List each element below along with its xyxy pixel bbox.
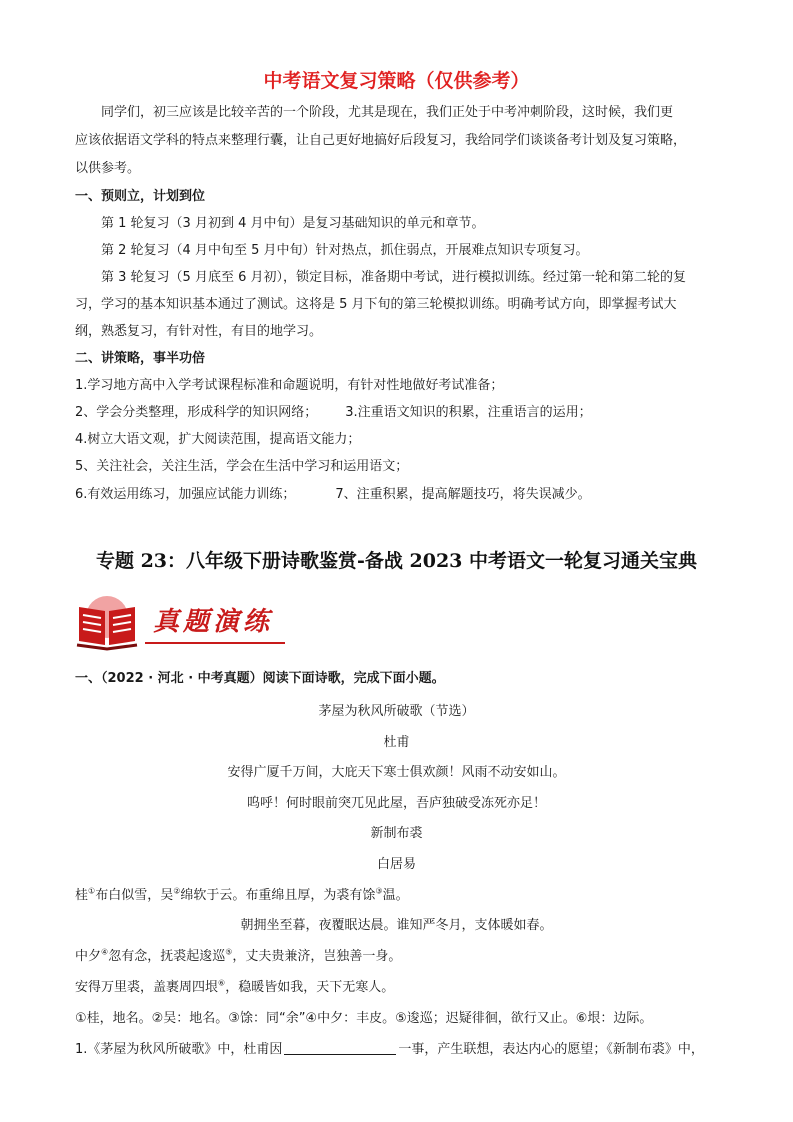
intro-line-2: 应该依据语文学科的特点来整理行囊，让自己更好地搞好后段复习，我给同学们谈谈备考计划及复习策略， bbox=[75, 133, 687, 148]
poem2-line-1-text: 绵软于云。布重绵且厚，为裘有馀 bbox=[180, 888, 376, 903]
poem2-line-4-text: 安得万里裘，盖裹周四垠 bbox=[75, 980, 219, 995]
question-1-text: 1.《茅屋为秋风所破歌》中，杜甫因 bbox=[75, 1042, 283, 1057]
poem2-line-3-text: 忽有念，抚裘起逡巡 bbox=[108, 949, 226, 964]
intro-line-1: 同学们，初三应该是比较辛苦的一个阶段，尤其是现在，我们正处于中考冲刺阶段，这时候，我们更 bbox=[101, 105, 674, 120]
round3-line-2: 习，学习的基本知识基本通过了测试。这将是 5 月下旬的第三轮模拟训练。明确考试方向，即掌握考试大 bbox=[75, 297, 677, 312]
footnote-marker: ④ bbox=[101, 947, 109, 957]
poem2-line-2: 朝拥坐至暮，夜覆眠达晨。谁知严冬月，支体暖如春。 bbox=[240, 918, 553, 933]
poem2-line-1-text: 布白似雪，吴 bbox=[95, 888, 174, 903]
strategy-item-3: 3.注重语文知识的积累，注重语言的运用； bbox=[345, 405, 592, 420]
poem2-line-3-text: ，丈夫贵兼济，岂独善一身。 bbox=[232, 949, 402, 964]
question-1-text: 一事，产生联想，表达内心的愿望；《新制布裘》中， bbox=[398, 1042, 704, 1057]
poem2-line-1 bbox=[75, 886, 409, 906]
section1-heading: 一、预则立，计划到位 bbox=[75, 189, 206, 204]
book-icon bbox=[75, 595, 139, 651]
round1-text: 第 1 轮复习（3 月初到 4 月中旬）是复习基础知识的单元和章节。 bbox=[101, 216, 485, 231]
poem1-author: 杜甫 bbox=[383, 735, 410, 750]
round3-line-3: 纲，熟悉复习，有针对性，有目的地学习。 bbox=[75, 324, 323, 339]
banner-label: 真题演练 bbox=[153, 607, 274, 637]
annotations: ①桂，地名。②吴：地名。③馀：同“余”④中夕：丰皮。⑤逡巡；迟疑徘徊，欲行又止。⑥垠：边际。 bbox=[75, 1011, 653, 1026]
strategy-item-1: 1.学习地方高中入学考试课程标准和命题说明，有针对性地做好考试准备； bbox=[75, 378, 504, 393]
answer-blank[interactable] bbox=[284, 1040, 396, 1055]
poem2-line-4 bbox=[75, 978, 394, 998]
strategy-item-7: 7、注重积累，提高解题技巧，将失误减少。 bbox=[335, 487, 591, 502]
round3-line-1: 第 3 轮复习（5 月底至 6 月初），锁定目标，准备期中考试，进行模拟训练。经过第一轮和第二轮的复 bbox=[101, 270, 686, 285]
exercise-banner bbox=[75, 595, 290, 651]
poem2-line-4-text: ，稳暖皆如我，天下无寒人。 bbox=[225, 980, 395, 995]
strategy-item-6: 6.有效运用练习，加强应试能力训练； bbox=[75, 487, 296, 502]
footnote-marker: ③ bbox=[375, 886, 383, 896]
strategy-item-4: 4.树立大语文观，扩大阅读范围，提高语文能力； bbox=[75, 432, 361, 447]
question-1 bbox=[75, 1040, 704, 1060]
round2-text: 第 2 轮复习（4 月中旬至 5 月中旬）针对热点，抓住弱点，开展难点知识专项复习。 bbox=[101, 243, 589, 258]
footnote-marker: ② bbox=[173, 886, 181, 896]
strategy-item-5: 5、关注社会，关注生活，学会在生活中学习和运用语文； bbox=[75, 459, 409, 474]
footnote-marker: ⑤ bbox=[225, 947, 233, 957]
intro-line-3: 以供参考。 bbox=[75, 161, 141, 176]
poem2-line-3-text: 中夕 bbox=[75, 949, 102, 964]
section2-heading: 二、讲策略，事半功倍 bbox=[75, 351, 206, 366]
topic-title: 专题 23：八年级下册诗歌鉴赏-备战 2023 中考语文一轮复习通关宝典 bbox=[95, 550, 698, 572]
poem2-line-1-text: 温。 bbox=[382, 888, 409, 903]
banner-underline bbox=[145, 642, 285, 644]
footnote-marker: ⑥ bbox=[218, 978, 226, 988]
poem2-line-3 bbox=[75, 947, 401, 967]
poem2-title: 新制布裘 bbox=[370, 826, 423, 841]
strategy-row-6 bbox=[75, 485, 591, 505]
poem1-title: 茅屋为秋风所破歌（节选） bbox=[318, 704, 475, 719]
poem2-line-1-text: 桂 bbox=[75, 888, 89, 903]
strategy-item-2: 2、学会分类整理，形成科学的知识网络； bbox=[75, 405, 318, 420]
strategy-row-2 bbox=[75, 403, 592, 423]
poem1-line-2: 呜呼！何时眼前突兀见此屋，吾庐独破受冻死亦足！ bbox=[246, 796, 546, 811]
poem1-line-1: 安得广厦千万间，大庇天下寒士俱欢颜！风雨不动安如山。 bbox=[227, 765, 566, 780]
question-intro: 一、（2022 · 河北 · 中考真题）阅读下面诗歌，完成下面小题。 bbox=[75, 671, 445, 686]
footnote-marker: ① bbox=[88, 886, 96, 896]
page-title: 中考语文复习策略（仅供参考） bbox=[263, 70, 530, 92]
poem2-author: 白居易 bbox=[376, 857, 416, 872]
